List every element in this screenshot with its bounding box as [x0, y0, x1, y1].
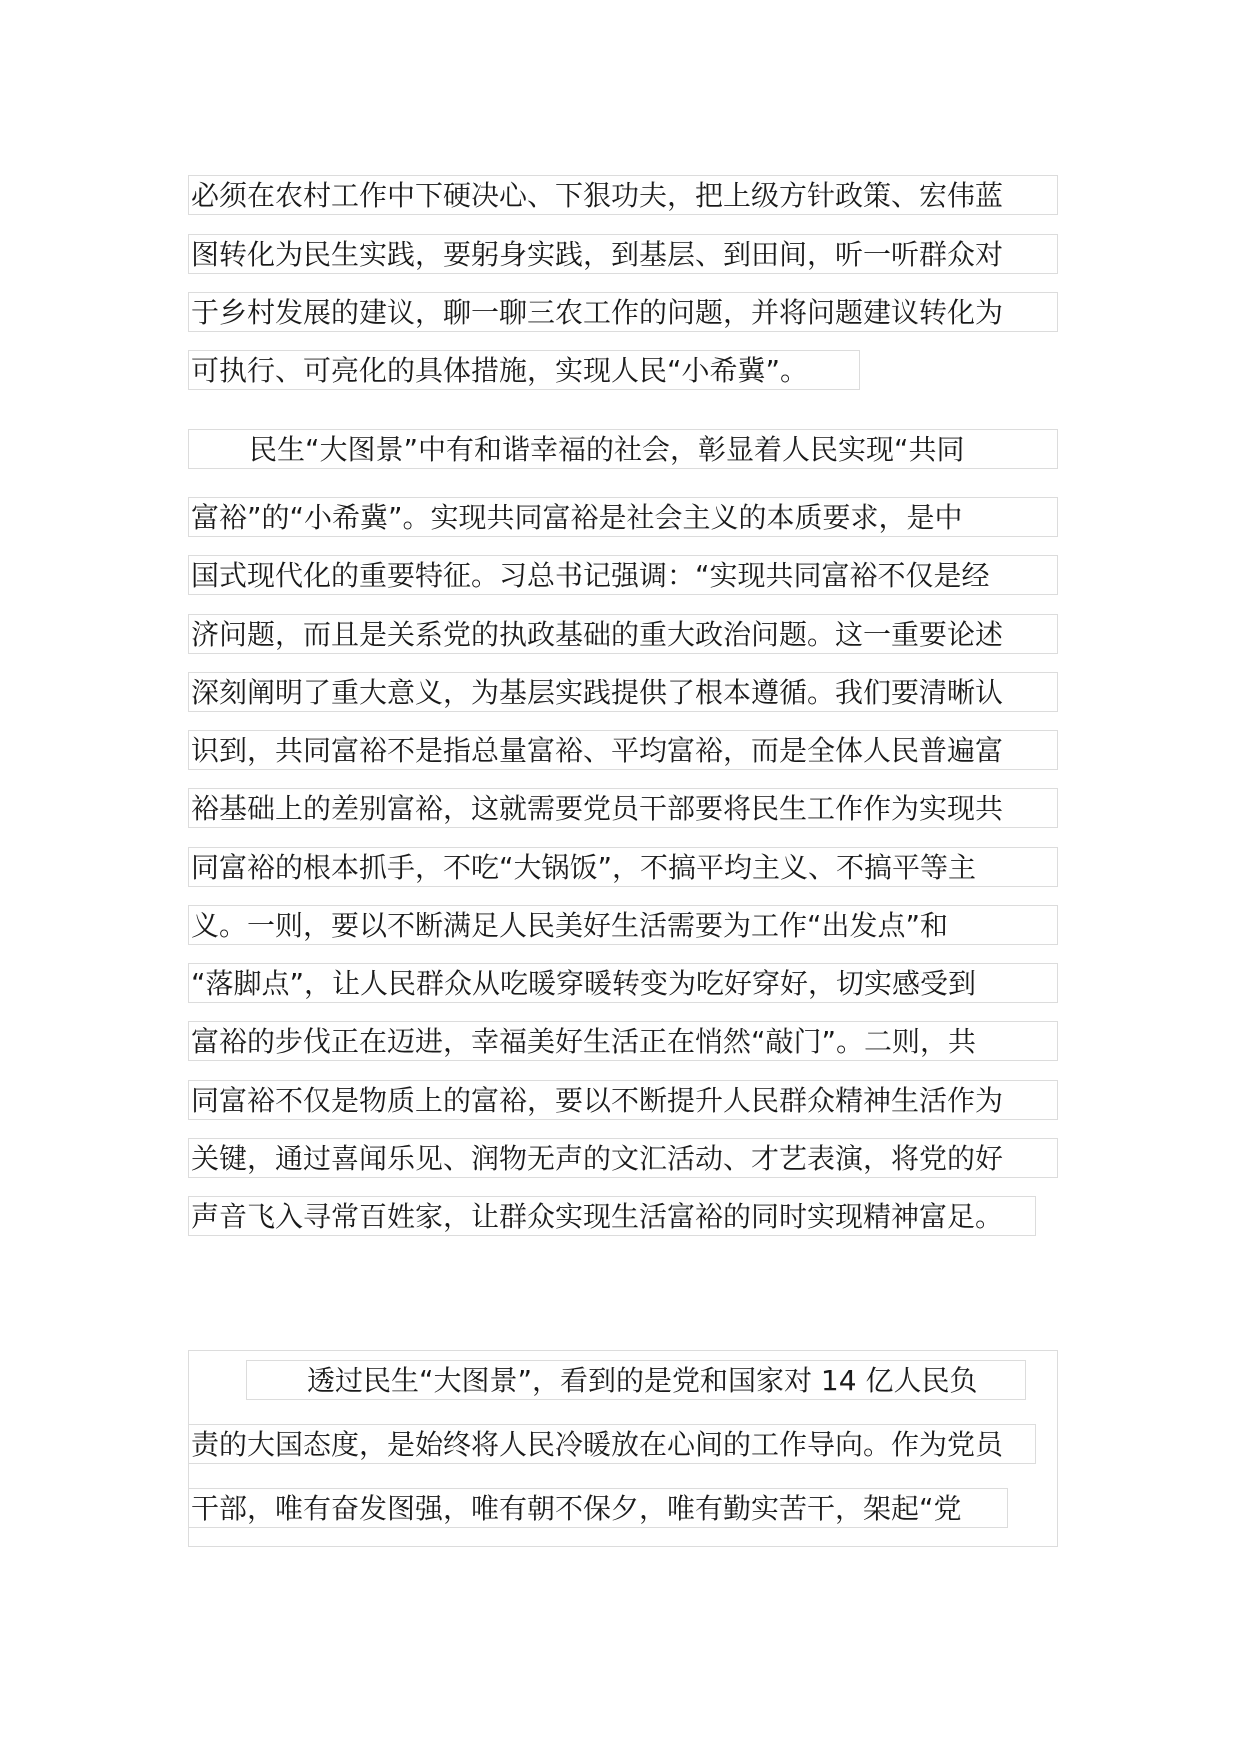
text-line: 同富裕的根本抓手，不吃“大锅饭”，不搞平均主义、不搞平等主 — [188, 847, 1058, 887]
text-line: 干部，唯有奋发图强，唯有朝不保夕，唯有勤实苦干，架起“党 — [188, 1488, 1008, 1528]
text-line: 可执行、可亮化的具体措施，实现人民“小希冀”。 — [188, 350, 860, 390]
text-line: 透过民生“大图景”，看到的是党和国家对 14 亿人民负 — [246, 1360, 1026, 1400]
text-line: 济问题，而且是关系党的执政基础的重大政治问题。这一重要论述 — [188, 614, 1058, 654]
text-line: 于乡村发展的建议，聊一聊三农工作的问题，并将问题建议转化为 — [188, 292, 1058, 332]
text-line: 声音飞入寻常百姓家，让群众实现生活富裕的同时实现精神富足。 — [188, 1196, 1036, 1236]
text-line: 关键，通过喜闻乐见、润物无声的文汇活动、才艺表演，将党的好 — [188, 1138, 1058, 1178]
text-line: 同富裕不仅是物质上的富裕，要以不断提升人民群众精神生活作为 — [188, 1080, 1058, 1120]
text-line: 裕基础上的差别富裕，这就需要党员干部要将民生工作作为实现共 — [188, 788, 1058, 828]
text-line: 识到，共同富裕不是指总量富裕、平均富裕，而是全体人民普遍富 — [188, 730, 1058, 770]
text-line: 必须在农村工作中下硬决心、下狠功夫，把上级方针政策、宏伟蓝 — [188, 175, 1058, 215]
text-line: 义。一则，要以不断满足人民美好生活需要为工作“出发点”和 — [188, 905, 1058, 945]
text-line: 国式现代化的重要特征。习总书记强调：“实现共同富裕不仅是经 — [188, 555, 1058, 595]
text-line: 富裕”的“小希冀”。实现共同富裕是社会主义的本质要求，是中 — [188, 497, 1058, 537]
text-line: 民生“大图景”中有和谐幸福的社会，彰显着人民实现“共同 — [188, 429, 1058, 469]
text-line: 图转化为民生实践，要躬身实践，到基层、到田间，听一听群众对 — [188, 234, 1058, 274]
text-line: 责的大国态度，是始终将人民冷暖放在心间的工作导向。作为党员 — [188, 1424, 1036, 1464]
text-line: 深刻阐明了重大意义，为基层实践提供了根本遵循。我们要清晰认 — [188, 672, 1058, 712]
text-line: 富裕的步伐正在迈进，幸福美好生活正在悄然“敲门”。二则，共 — [188, 1021, 1058, 1061]
text-line: “落脚点”，让人民群众从吃暖穿暖转变为吃好穿好，切实感受到 — [188, 963, 1058, 1003]
